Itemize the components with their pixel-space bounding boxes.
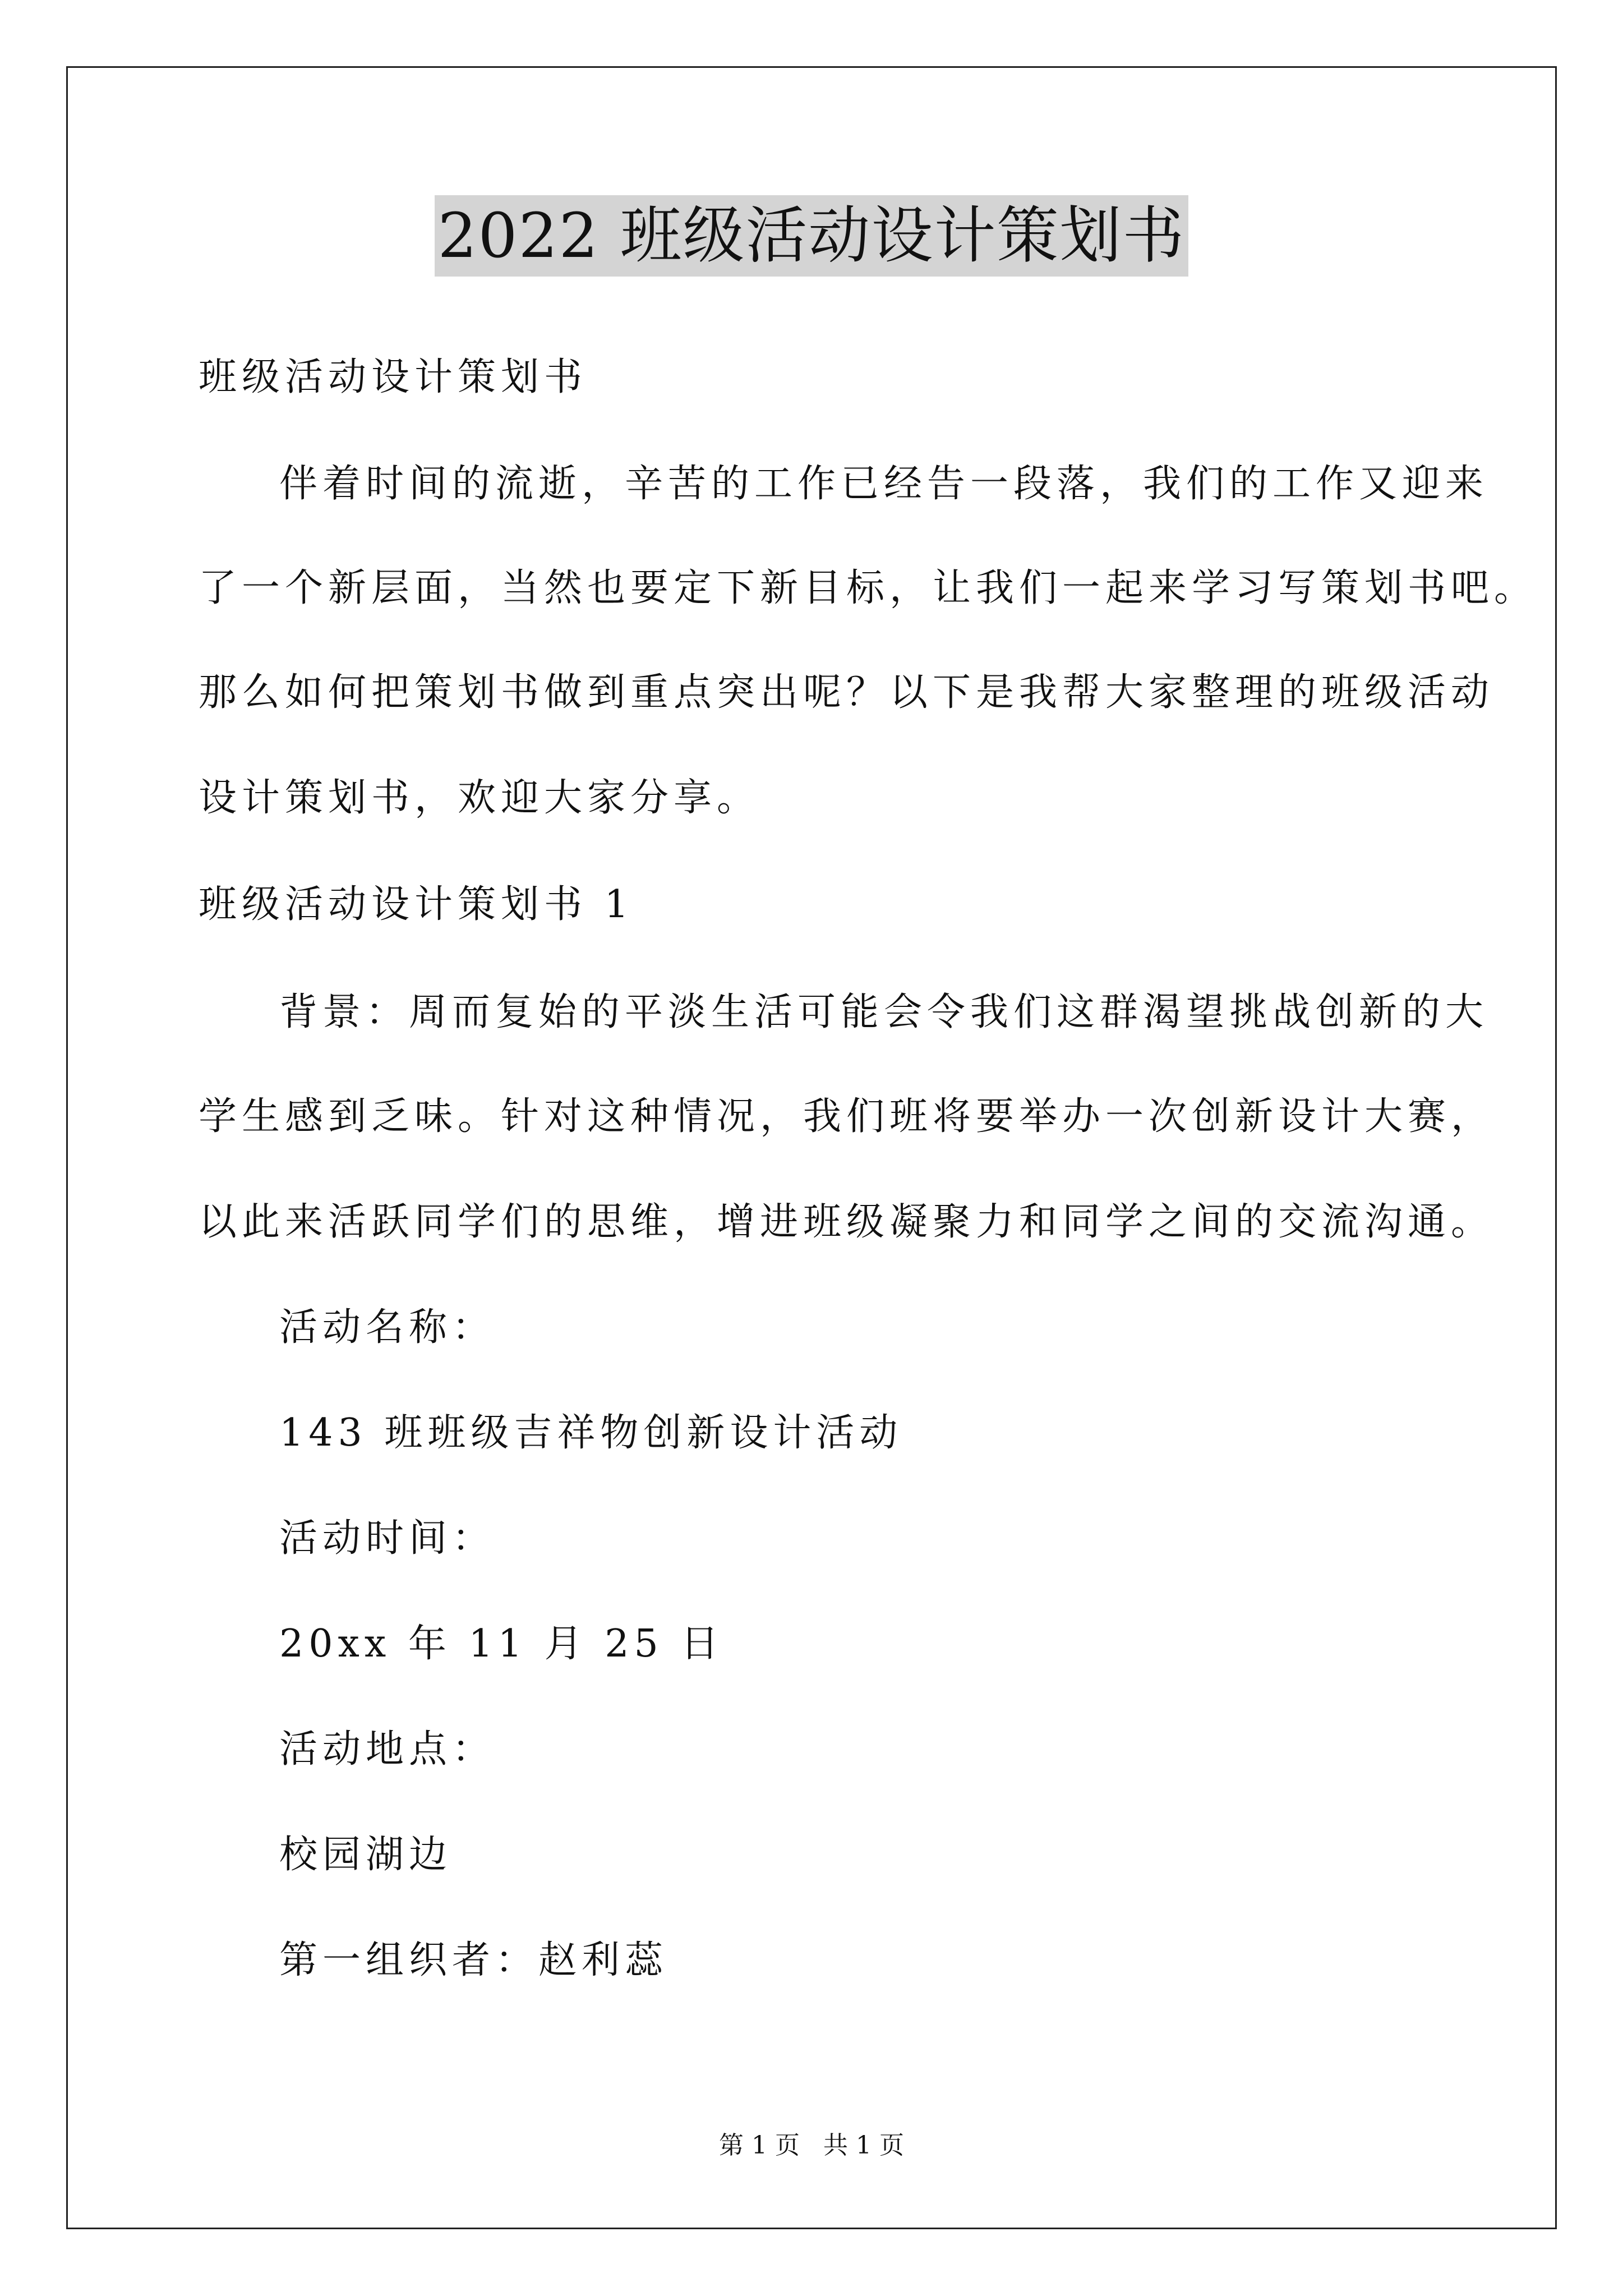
activity-time-value: 20xx 年 11 月 25 日	[279, 1622, 724, 1666]
activity-name-label: 活动名称：	[279, 1305, 496, 1350]
page-footer: 第 1 页 共 1 页	[719, 2131, 904, 2160]
organizer-line: 第一组织者：赵利蕊	[279, 1938, 668, 1982]
activity-place-value: 校园湖边	[279, 1833, 453, 1877]
intro-line-3: 那么如何把策划书做到重点突出呢？以下是我帮大家整理的班级活动	[199, 670, 1495, 715]
background-line-2: 学生感到乏味。针对这种情况，我们班将要举办一次创新设计大赛，	[199, 1094, 1495, 1139]
intro-line-2: 了一个新层面，当然也要定下新目标，让我们一起来学习写策划书吧。	[199, 566, 1538, 610]
background-line-1: 背景：周而复始的平淡生活可能会令我们这群渴望挑战创新的大	[279, 990, 1489, 1034]
background-line-3: 以此来活跃同学们的思维，增进班级凝聚力和同学之间的交流沟通。	[199, 1200, 1495, 1244]
activity-place-label: 活动地点：	[279, 1727, 496, 1772]
activity-time-label: 活动时间：	[279, 1516, 496, 1561]
activity-name-value: 143 班班级吉祥物创新设计活动	[279, 1411, 903, 1455]
section-heading: 班级活动设计策划书 1	[199, 882, 634, 927]
intro-line-1: 伴着时间的流逝，辛苦的工作已经告一段落，我们的工作又迎来	[279, 462, 1489, 506]
document-heading: 班级活动设计策划书	[199, 355, 588, 399]
document-title: 2022 班级活动设计策划书	[435, 195, 1189, 277]
intro-line-4: 设计策划书，欢迎大家分享。	[199, 776, 760, 820]
title-container	[0, 195, 1623, 277]
